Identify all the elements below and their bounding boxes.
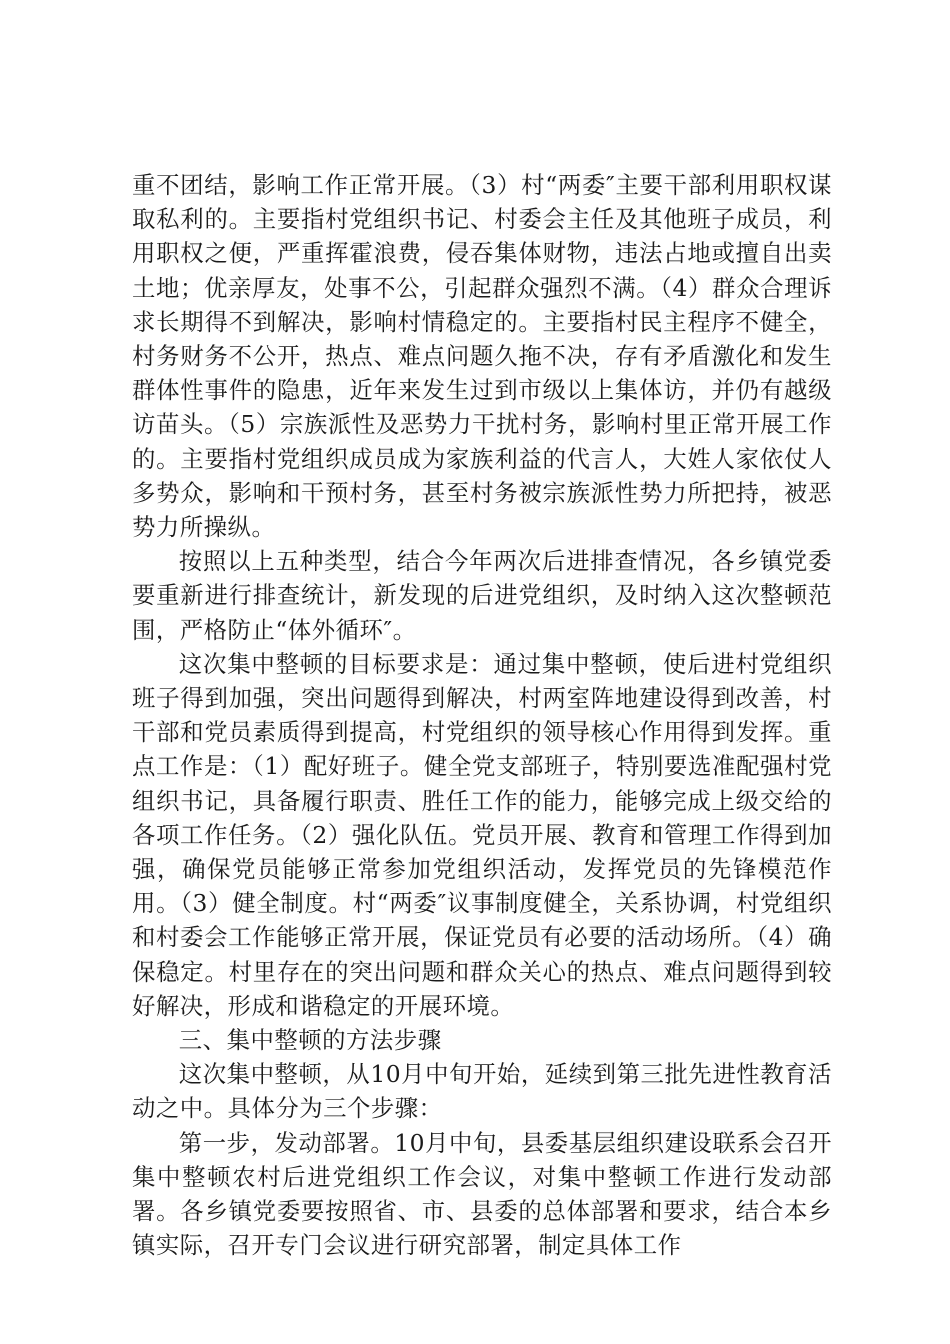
- paragraph-step-one: 第一步，发动部署。10月中旬，县委基层组织建设联系会召开集中整顿农村后进党组织工作会议，对集中整顿工作进行发动部署。各乡镇党委要按照省、市、县委的总体部署和要求，结合本乡镇实际，召开专门会议进行研究部署，制定具体工作: [132, 1128, 832, 1260]
- paragraph-continuation: 重不团结，影响工作正常开展。（3）村“两委″主要干部利用职权谋取私利的。主要指村党组织书记、村委会主任及其他班子成员，利用职权之便，严重挥霍浪费，侵吞集体财物，违法占地或擅自出卖土地；优亲厚友，处事不公，引起群众强烈不满。（4）群众合理诉求长期得不到解决，影响村情稳定的。主要指村民主程序不健全，村务财务不公开，热点、难点问题久拖不决，存有矛盾激化和发生群体性事件的隐患，近年来发生过到市级以上集体访，并仍有越级访苗头。（5）宗族派性及恶势力干扰村务，影响村里正常开展工作的。主要指村党组织成员成为家族利益的代言人，大姓人家依仗人多势众，影响和干预村务，甚至村务被宗族派性势力所把持，被恶势力所操纵。: [132, 171, 832, 542]
- section-heading-methods: 三、集中整顿的方法步骤: [178, 1026, 442, 1055]
- paragraph-timeline: 这次集中整顿，从10月中旬开始，延续到第三批先进性教育活动之中。具体分为三个步骤：: [132, 1060, 832, 1123]
- document-body: [132, 168, 832, 1263]
- paragraph-screening: 按照以上五种类型，结合今年两次后进排查情况，各乡镇党委要重新进行排查统计，新发现的后进党组织，及时纳入这次整顿范围，严格防止“体外循环″。: [132, 547, 832, 644]
- paragraph-goals: 这次集中整顿的目标要求是：通过集中整顿，使后进村党组织班子得到加强，突出问题得到解决，村两室阵地建设得到改善，村干部和党员素质得到提高，村党组织的领导核心作用得到发挥。重点工作是：（1）配好班子。健全党支部班子，特别要选准配强村党组织书记，具备履行职责、胜任工作的能力，能够完成上级交给的各项工作任务。（2）强化队伍。党员开展、教育和管理工作得到加强，确保党员能够正常参加党组织活动，发挥党员的先锋模范作用。（3）健全制度。村“两委″议事制度健全，关系协调，村党组织和村委会工作能够正常开展，保证党员有必要的活动场所。（4）确保稳定。村里存在的突出问题和群众关心的热点、难点问题得到较好解决，形成和谐稳定的开展环境。: [132, 649, 832, 1020]
